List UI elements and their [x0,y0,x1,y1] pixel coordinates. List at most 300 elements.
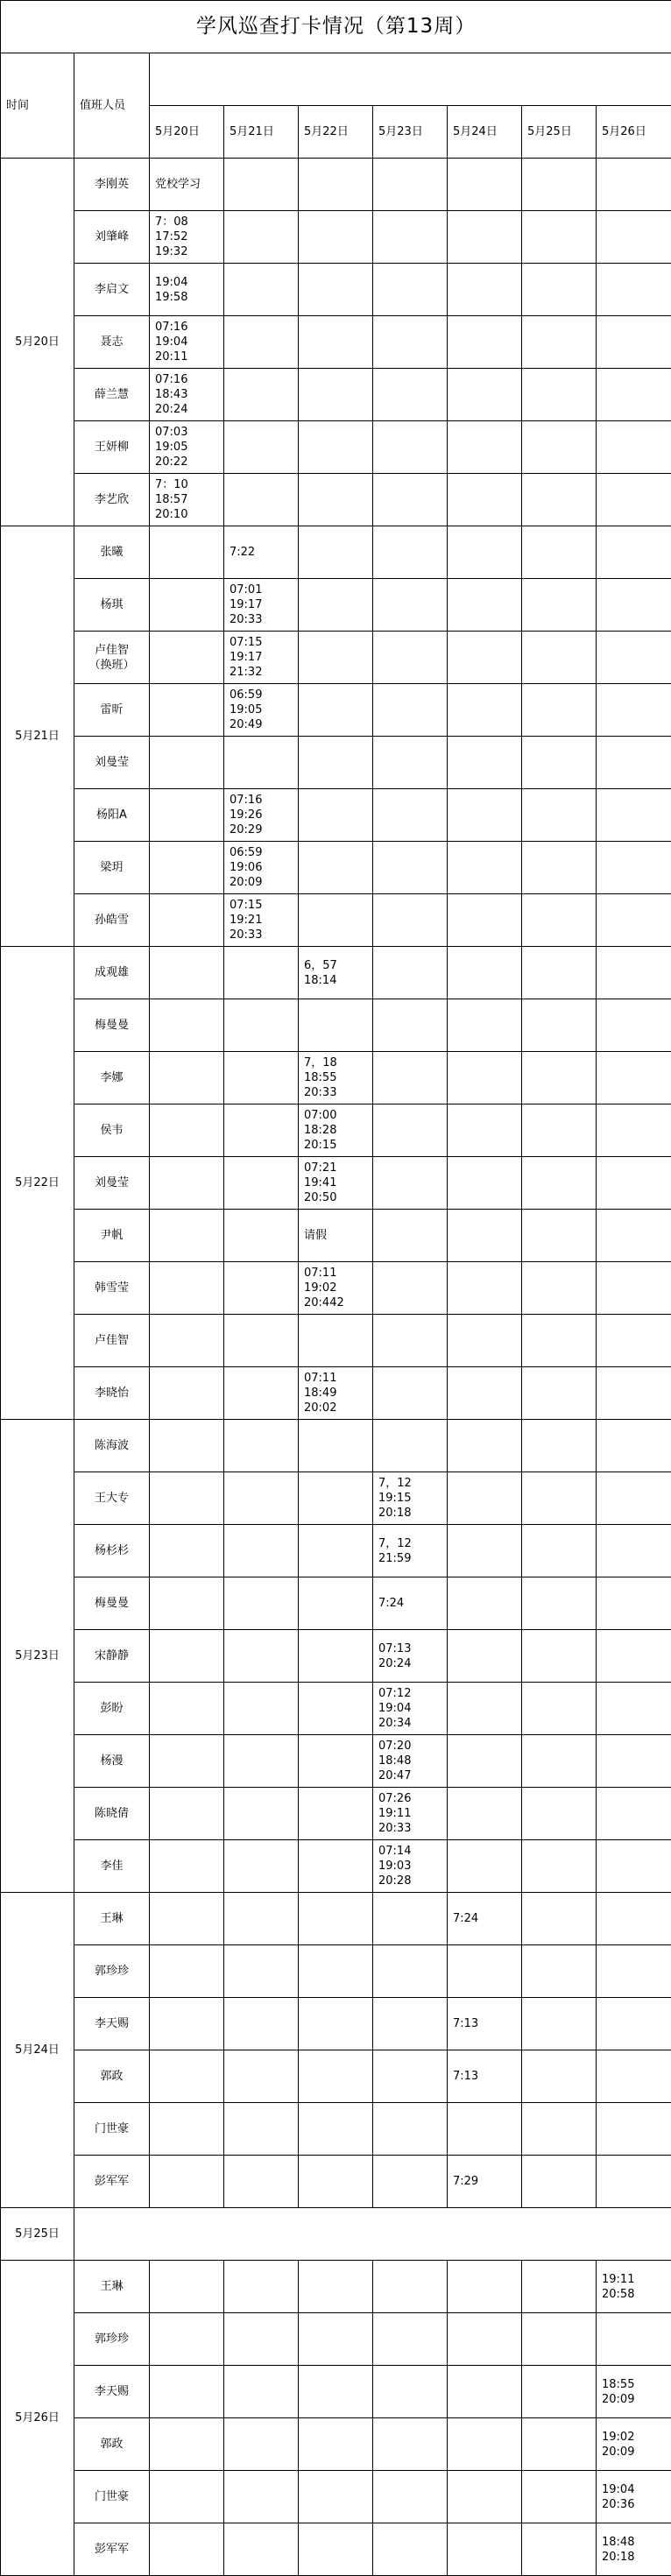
checkin-cell [448,1472,522,1525]
checkin-cell [597,264,671,316]
checkin-cell [448,789,522,842]
checkin-cell [299,2471,373,2523]
checkin-cell [448,1210,522,1262]
checkin-cell [522,2313,597,2366]
duty-person-name: 杨阳A [74,789,150,842]
checkin-cell: 18:48 20:18 [597,2523,671,2576]
checkin-cell [522,1105,597,1157]
checkin-cell [522,1052,597,1105]
checkin-cell [224,1577,299,1630]
checkin-cell [224,2523,299,2576]
checkin-cell [224,1630,299,1683]
checkin-cell [448,842,522,894]
checkin-cell [522,1788,597,1840]
table-row [1,2523,671,2576]
checkin-cell [597,1840,671,1893]
table-row [1,2050,671,2103]
table-row [1,474,671,526]
checkin-cell [150,2523,224,2576]
checkin-cell [597,159,671,211]
checkin-cell [448,316,522,369]
checkin-cell [597,1788,671,1840]
duty-person-name: 彭军军 [74,2523,150,2576]
checkin-cell: 07:01 19:17 20:33 [224,579,299,632]
duty-person-name: 刘曼莹 [74,1157,150,1210]
header-spacer [150,53,671,106]
empty-cell [74,2208,671,2261]
table-row [1,1315,671,1367]
checkin-cell [448,1840,522,1893]
checkin-cell [299,1998,373,2050]
checkin-cell [522,1630,597,1683]
checkin-cell [597,1683,671,1735]
checkin-cell [522,1998,597,2050]
table-row [1,632,671,684]
duty-person-name: 卢佳智 [74,1315,150,1367]
checkin-cell [522,1683,597,1735]
checkin-cell: 请假 [299,1210,373,1262]
checkin-cell [597,1577,671,1630]
checkin-cell [597,894,671,947]
checkin-cell [224,159,299,211]
checkin-cell [373,999,448,1052]
checkin-cell [522,526,597,579]
checkin-cell [448,2366,522,2418]
checkin-cell [597,2103,671,2156]
checkin-cell [448,1105,522,1157]
checkin-cell [224,1840,299,1893]
table-row [1,1945,671,1998]
header-time: 时间 [1,53,74,159]
checkin-cell [373,2418,448,2471]
checkin-cell [373,2261,448,2313]
table-row [1,1998,671,2050]
checkin-cell [448,2261,522,2313]
table-row [1,1262,671,1315]
checkin-cell [150,1735,224,1788]
checkin-cell [597,999,671,1052]
day-label: 5月25日 [1,2208,74,2261]
table-row [1,1840,671,1893]
checkin-cell [522,789,597,842]
checkin-cell [224,1893,299,1945]
checkin-cell [522,1315,597,1367]
checkin-cell [150,1840,224,1893]
checkin-cell [448,1630,522,1683]
checkin-cell [150,2050,224,2103]
checkin-cell [150,2156,224,2208]
checkin-cell [597,369,671,421]
table-body [1,1,671,2576]
checkin-cell [224,1420,299,1472]
checkin-cell [522,369,597,421]
checkin-cell: 6，57 18:14 [299,947,373,999]
table-row [1,947,671,999]
checkin-cell [299,316,373,369]
checkin-cell [150,789,224,842]
checkin-cell [224,316,299,369]
table-row [1,316,671,369]
table-row [1,159,671,211]
checkin-cell: 7:24 [448,1893,522,1945]
checkin-cell [448,1367,522,1420]
checkin-cell [150,1472,224,1525]
checkin-cell [522,684,597,737]
checkin-cell [299,789,373,842]
checkin-cell [373,2313,448,2366]
checkin-cell [299,1840,373,1893]
checkin-cell [597,1157,671,1210]
checkin-cell [224,264,299,316]
checkin-cell [522,2050,597,2103]
checkin-cell: 7:13 [448,1998,522,2050]
checkin-cell: 07:03 19:05 20:22 [150,421,224,474]
checkin-cell [299,1893,373,1945]
duty-person-name: 门世豪 [74,2103,150,2156]
checkin-cell [373,316,448,369]
checkin-cell [373,947,448,999]
checkin-cell [299,474,373,526]
table-row [1,999,671,1052]
checkin-cell [448,369,522,421]
checkin-cell [448,2103,522,2156]
checkin-cell [597,2156,671,2208]
duty-person-name: 杨琪 [74,579,150,632]
day-label: 5月21日 [1,526,74,947]
duty-person-name: 陈海波 [74,1420,150,1472]
checkin-cell [150,1052,224,1105]
checkin-cell [224,947,299,999]
checkin-cell [373,2523,448,2576]
checkin-cell [448,1525,522,1577]
checkin-cell [448,737,522,789]
checkin-cell [150,1788,224,1840]
checkin-cell [299,1683,373,1735]
checkin-cell [522,2156,597,2208]
checkin-cell [299,1525,373,1577]
checkin-cell [448,999,522,1052]
checkin-cell [299,159,373,211]
checkin-cell [597,1945,671,1998]
duty-person-name: 张曦 [74,526,150,579]
checkin-cell [597,1472,671,1525]
checkin-cell: 07:20 18:48 20:47 [373,1735,448,1788]
checkin-cell [522,1735,597,1788]
checkin-cell [597,1735,671,1788]
checkin-cell [373,2366,448,2418]
checkin-cell: 18:55 20:09 [597,2366,671,2418]
checkin-cell [150,947,224,999]
checkin-cell: 7：08 17:52 19:32 [150,211,224,264]
checkin-cell [299,842,373,894]
checkin-cell [224,1472,299,1525]
checkin-cell [522,1840,597,1893]
checkin-cell [522,1420,597,1472]
checkin-cell: 19:11 20:58 [597,2261,671,2313]
checkin-cell [597,474,671,526]
checkin-cell [597,1420,671,1472]
checkin-cell [299,894,373,947]
checkin-cell [373,1105,448,1157]
checkin-cell [522,1945,597,1998]
checkin-cell [448,2523,522,2576]
table-row [1,1367,671,1420]
checkin-cell [150,999,224,1052]
checkin-cell [224,2103,299,2156]
checkin-cell [224,1788,299,1840]
checkin-cell [522,2418,597,2471]
checkin-cell [150,1577,224,1630]
checkin-cell [522,947,597,999]
checkin-cell [224,2418,299,2471]
checkin-cell [373,2471,448,2523]
day-label: 5月23日 [1,1420,74,1893]
checkin-cell [448,1262,522,1315]
checkin-cell [299,579,373,632]
duty-person-name: 李晓怡 [74,1367,150,1420]
table-row [1,2366,671,2418]
checkin-cell [224,1945,299,1998]
checkin-cell: 07:11 18:49 20:02 [299,1367,373,1420]
checkin-cell [373,369,448,421]
checkin-cell [448,947,522,999]
table-row [1,1630,671,1683]
checkin-cell [299,2523,373,2576]
checkin-cell [224,474,299,526]
duty-person-name: 宋静静 [74,1630,150,1683]
duty-person-name: 杨杉杉 [74,1525,150,1577]
checkin-cell [522,632,597,684]
checkin-cell [597,1315,671,1367]
checkin-cell [522,1157,597,1210]
duty-person-name: 薛兰慧 [74,369,150,421]
checkin-cell [597,1262,671,1315]
checkin-cell [224,1367,299,1420]
table-row [1,2156,671,2208]
duty-person-name: 成观雄 [74,947,150,999]
checkin-cell [224,2156,299,2208]
table-row [1,2261,671,2313]
checkin-cell [522,159,597,211]
checkin-cell [299,1735,373,1788]
checkin-cell [597,1052,671,1105]
checkin-cell: 07:16 19:04 20:11 [150,316,224,369]
table-row [1,1052,671,1105]
checkin-cell [150,2261,224,2313]
checkin-cell [224,1210,299,1262]
duty-person-name: 郭珍珍 [74,1945,150,1998]
checkin-cell [224,1683,299,1735]
checkin-cell [522,474,597,526]
checkin-cell [299,211,373,264]
checkin-cell [522,316,597,369]
checkin-cell [373,211,448,264]
duty-person-name: 梅曼曼 [74,1577,150,1630]
checkin-cell [150,1998,224,2050]
day-label: 5月26日 [1,2261,74,2576]
date-header-cell: 5月25日 [522,106,597,159]
checkin-cell [522,2366,597,2418]
duty-person-name: 韩雪莹 [74,1262,150,1315]
checkin-cell: 06:59 19:05 20:49 [224,684,299,737]
table-row [1,2103,671,2156]
duty-person-name: 郭珍珍 [74,2313,150,2366]
checkin-cell: 07:00 18:28 20:15 [299,1105,373,1157]
checkin-cell [522,1210,597,1262]
checkin-cell: 7:24 [373,1577,448,1630]
checkin-cell [373,737,448,789]
table-row [1,1210,671,1262]
checkin-cell [597,1210,671,1262]
checkin-cell: 7:13 [448,2050,522,2103]
checkin-cell [448,211,522,264]
duty-person-name: 李艺欣 [74,474,150,526]
checkin-cell [373,2156,448,2208]
table-row [1,1157,671,1210]
checkin-cell [522,999,597,1052]
day-label: 5月22日 [1,947,74,1420]
checkin-cell: 19:04 20:36 [597,2471,671,2523]
checkin-cell [597,2313,671,2366]
table-row [1,1788,671,1840]
duty-person-name: 孙皓雪 [74,894,150,947]
checkin-cell [522,211,597,264]
duty-person-name: 雷昕 [74,684,150,737]
date-header-cell: 5月24日 [448,106,522,159]
checkin-cell: 7，18 18:55 20:33 [299,1052,373,1105]
table-row [1,1472,671,1525]
duty-person-name: 彭盼 [74,1683,150,1735]
checkin-cell [373,632,448,684]
table-row [1,1735,671,1788]
checkin-cell [448,1577,522,1630]
checkin-cell: 7，12 19:15 20:18 [373,1472,448,1525]
checkin-cell [373,1157,448,1210]
table-row [1,1577,671,1630]
table-row [1,1683,671,1735]
checkin-cell [224,2313,299,2366]
checkin-cell [522,2523,597,2576]
duty-person-name: 王琳 [74,1893,150,1945]
duty-person-name: 卢佳智 （换班） [74,632,150,684]
checkin-cell [522,1367,597,1420]
checkin-cell [299,421,373,474]
checkin-cell [224,421,299,474]
checkin-cell [150,1105,224,1157]
checkin-cell [373,1998,448,2050]
checkin-cell [299,2261,373,2313]
table-row [1,842,671,894]
checkin-cell [373,2050,448,2103]
checkin-cell [150,1945,224,1998]
checkin-cell [299,2050,373,2103]
checkin-cell [299,526,373,579]
checkin-cell [150,2418,224,2471]
checkin-cell [597,526,671,579]
duty-person-name: 李娜 [74,1052,150,1105]
duty-person-name: 王琳 [74,2261,150,2313]
checkin-cell [448,2471,522,2523]
checkin-cell [224,2050,299,2103]
checkin-cell [522,842,597,894]
checkin-cell [150,632,224,684]
duty-person-name: 李天赐 [74,2366,150,2418]
checkin-cell [597,789,671,842]
checkin-cell [224,1105,299,1157]
table-row [1,421,671,474]
checkin-cell [299,2366,373,2418]
checkin-cell: 7:22 [224,526,299,579]
checkin-cell [299,2156,373,2208]
checkin-cell [597,579,671,632]
table-row [1,2418,671,2471]
checkin-cell [224,999,299,1052]
duty-person-name: 李天赐 [74,1998,150,2050]
checkin-cell [448,1315,522,1367]
checkin-cell [597,1367,671,1420]
checkin-cell [448,264,522,316]
checkin-cell [150,1210,224,1262]
table-row [1,1893,671,1945]
checkin-cell [373,526,448,579]
checkin-cell [150,1683,224,1735]
duty-person-name: 侯韦 [74,1105,150,1157]
checkin-cell [448,1735,522,1788]
checkin-cell [373,1367,448,1420]
checkin-cell [448,579,522,632]
checkin-cell [597,1525,671,1577]
duty-person-name: 聂志 [74,316,150,369]
date-header-cell: 5月26日 [597,106,671,159]
checkin-cell [522,2471,597,2523]
checkin-cell [299,1577,373,1630]
checkin-cell [299,737,373,789]
table-row [1,1105,671,1157]
checkin-cell: 7：10 18:57 20:10 [150,474,224,526]
checkin-cell [522,421,597,474]
checkin-cell [448,1683,522,1735]
date-header-cell: 5月20日 [150,106,224,159]
checkin-cell [373,1210,448,1262]
date-header-cell: 5月23日 [373,106,448,159]
checkin-cell [522,1893,597,1945]
checkin-cell [373,1945,448,1998]
checkin-cell [299,369,373,421]
checkin-cell: 06:59 19:06 20:09 [224,842,299,894]
checkin-cell [373,1420,448,1472]
table-row [1,1525,671,1577]
checkin-cell [597,1893,671,1945]
checkin-cell: 党校学习 [150,159,224,211]
checkin-cell [150,1262,224,1315]
checkin-cell [224,369,299,421]
table-row [1,789,671,842]
checkin-cell [299,1420,373,1472]
checkin-cell [299,684,373,737]
checkin-cell [373,789,448,842]
checkin-cell [597,842,671,894]
checkin-cell [448,474,522,526]
checkin-cell [597,211,671,264]
checkin-cell: 07:15 19:17 21:32 [224,632,299,684]
checkin-cell [224,737,299,789]
checkin-cell [373,579,448,632]
checkin-cell [597,1998,671,2050]
checkin-cell [373,1893,448,1945]
checkin-cell [373,159,448,211]
checkin-cell: 07:16 18:43 20:24 [150,369,224,421]
checkin-cell [150,1893,224,1945]
